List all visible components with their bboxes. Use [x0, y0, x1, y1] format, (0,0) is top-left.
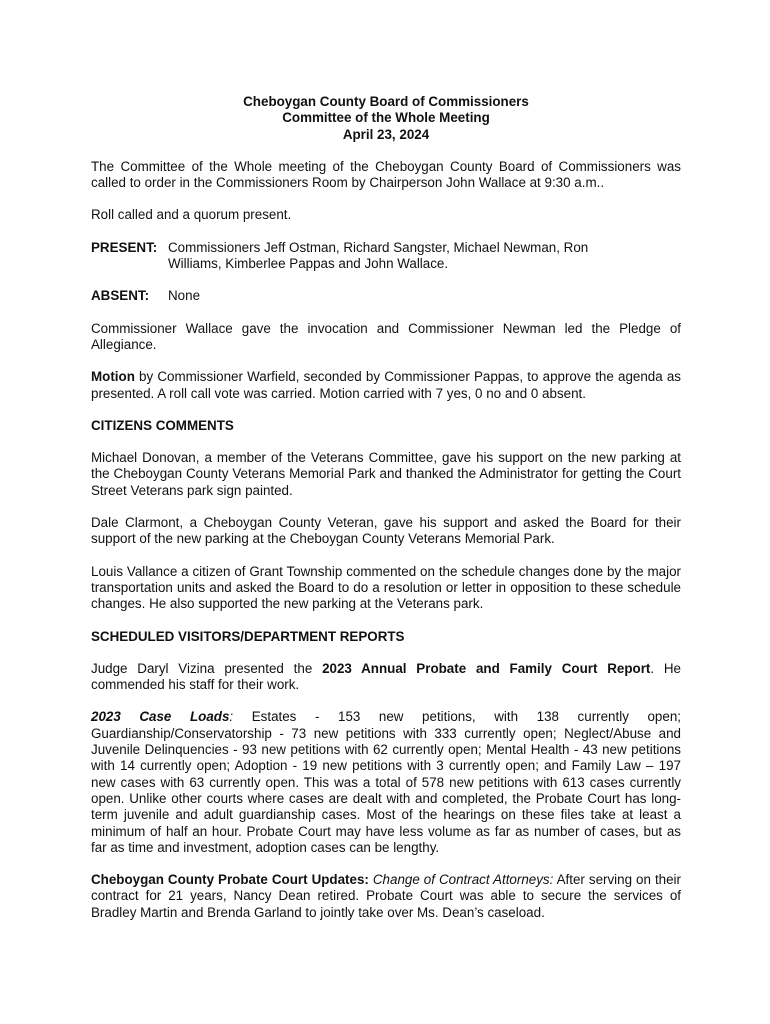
probate-updates-text: After serving on their contract for 21 years, Nancy Dean retired. Probate Court was able to secure the services of Bradley Martin and Brenda Garland to jointly take over Ms. Dean’s caseload.: [91, 872, 681, 920]
intro-paragraph: The Committee of the Whole meeting of the Cheboygan County Board of Commissioners was called to order in the Commissioners Room by Chairperson John Wallace at 9:30 a.m..: [91, 158, 681, 191]
motion-text: by Commissioner Warfield, seconded by Commissioner Pappas, to approve the agenda as presented. A roll call vote was carried. Motion carried with 7 yes, 0 no and 0 absent.: [91, 369, 681, 401]
probate-report-pre: Judge Daryl Vizina presented the: [91, 660, 323, 676]
case-loads-lead: 2023 Case Loads: [91, 709, 230, 725]
citizen-comment: Louis Vallance a citizen of Grant Township commented on the schedule changes done by the major transportation units and asked the Board to do a resolution or letter in opposition to these schedule changes. He also supported the new parking at the Veterans park.: [91, 563, 681, 612]
document-header: [91, 94, 681, 143]
citizen-comment: Dale Clarmont, a Cheboygan County Veteran, gave his support and asked the Board for their support of the new parking at the Cheboygan County Veterans Memorial Park.: [91, 515, 681, 547]
probate-report-paragraph: [91, 661, 681, 694]
case-loads-text: Estates - 153 new petitions, with 138 currently open; Guardianship/Conservatorship - 73 new petitions with 333 currently open; Neglect/Abuse and Juvenile Delinquencies - 93 new petitions with 62 currently open; Mental Health - 43 new petitions with 14 currently open; Adoption - 19 new petitions with 3 currently open; and Family Law – 197 new cases with 63 currently open. This was a total of 578 new petitions with 613 cases currently open. Unlike other courts where cases are dealt with and completed, the Probate Court has long-term juvenile and adult guardianship cases. Most of the hearings on these files take at least a minimum of half an hour. Probate Court may have less volume as far as number of cases, but as far as time and investment, adoption cases can be lengthy.: [91, 709, 681, 855]
motion-paragraph: [91, 369, 681, 402]
probate-report-title: 2023 Annual Probate and Family Court Report: [322, 660, 651, 676]
motion-lead: Motion: [91, 369, 135, 385]
header-date: April 23, 2024: [342, 126, 430, 142]
probate-updates-subheading: Change of Contract Attorneys:: [368, 872, 554, 888]
header-title: Cheboygan County Board of Commissioners: [243, 94, 529, 109]
present-label: PRESENT:: [91, 239, 158, 255]
absent-value: None: [168, 288, 201, 304]
case-loads-paragraph: [91, 709, 681, 856]
present-row: [91, 240, 681, 273]
case-loads-colon: :: [229, 709, 234, 725]
citizens-comments-heading: CITIZENS COMMENTS: [91, 417, 234, 433]
header-meeting-name: Committee of the Whole Meeting: [282, 110, 490, 126]
citizen-comment: Michael Donovan, a member of the Veterans Committee, gave his support on the new parking at the Cheboygan County Veterans Memorial Park and thanked the Administrator for getting the Court Street Veterans park sign painted.: [91, 450, 681, 498]
scheduled-visitors-heading: SCHEDULED VISITORS/DEPARTMENT REPORTS: [91, 628, 405, 644]
minutes-page: [91, 94, 681, 937]
absent-label: ABSENT:: [91, 288, 150, 304]
probate-updates-lead: Cheboygan County Probate Court Updates:: [91, 872, 369, 888]
absent-row: [91, 288, 681, 304]
probate-updates-paragraph: [91, 872, 681, 921]
present-value: Commissioners Jeff Ostman, Richard Sangster, Michael Newman, Ron Williams, Kimberlee Pappas and John Wallace.: [168, 239, 589, 272]
roll-call-paragraph: Roll called and a quorum present.: [91, 207, 292, 223]
invocation-paragraph: Commissioner Wallace gave the invocation and Commissioner Newman led the Pledge of Allegiance.: [91, 320, 681, 352]
probate-report-post: . He commended his staff for their work.: [91, 660, 681, 693]
